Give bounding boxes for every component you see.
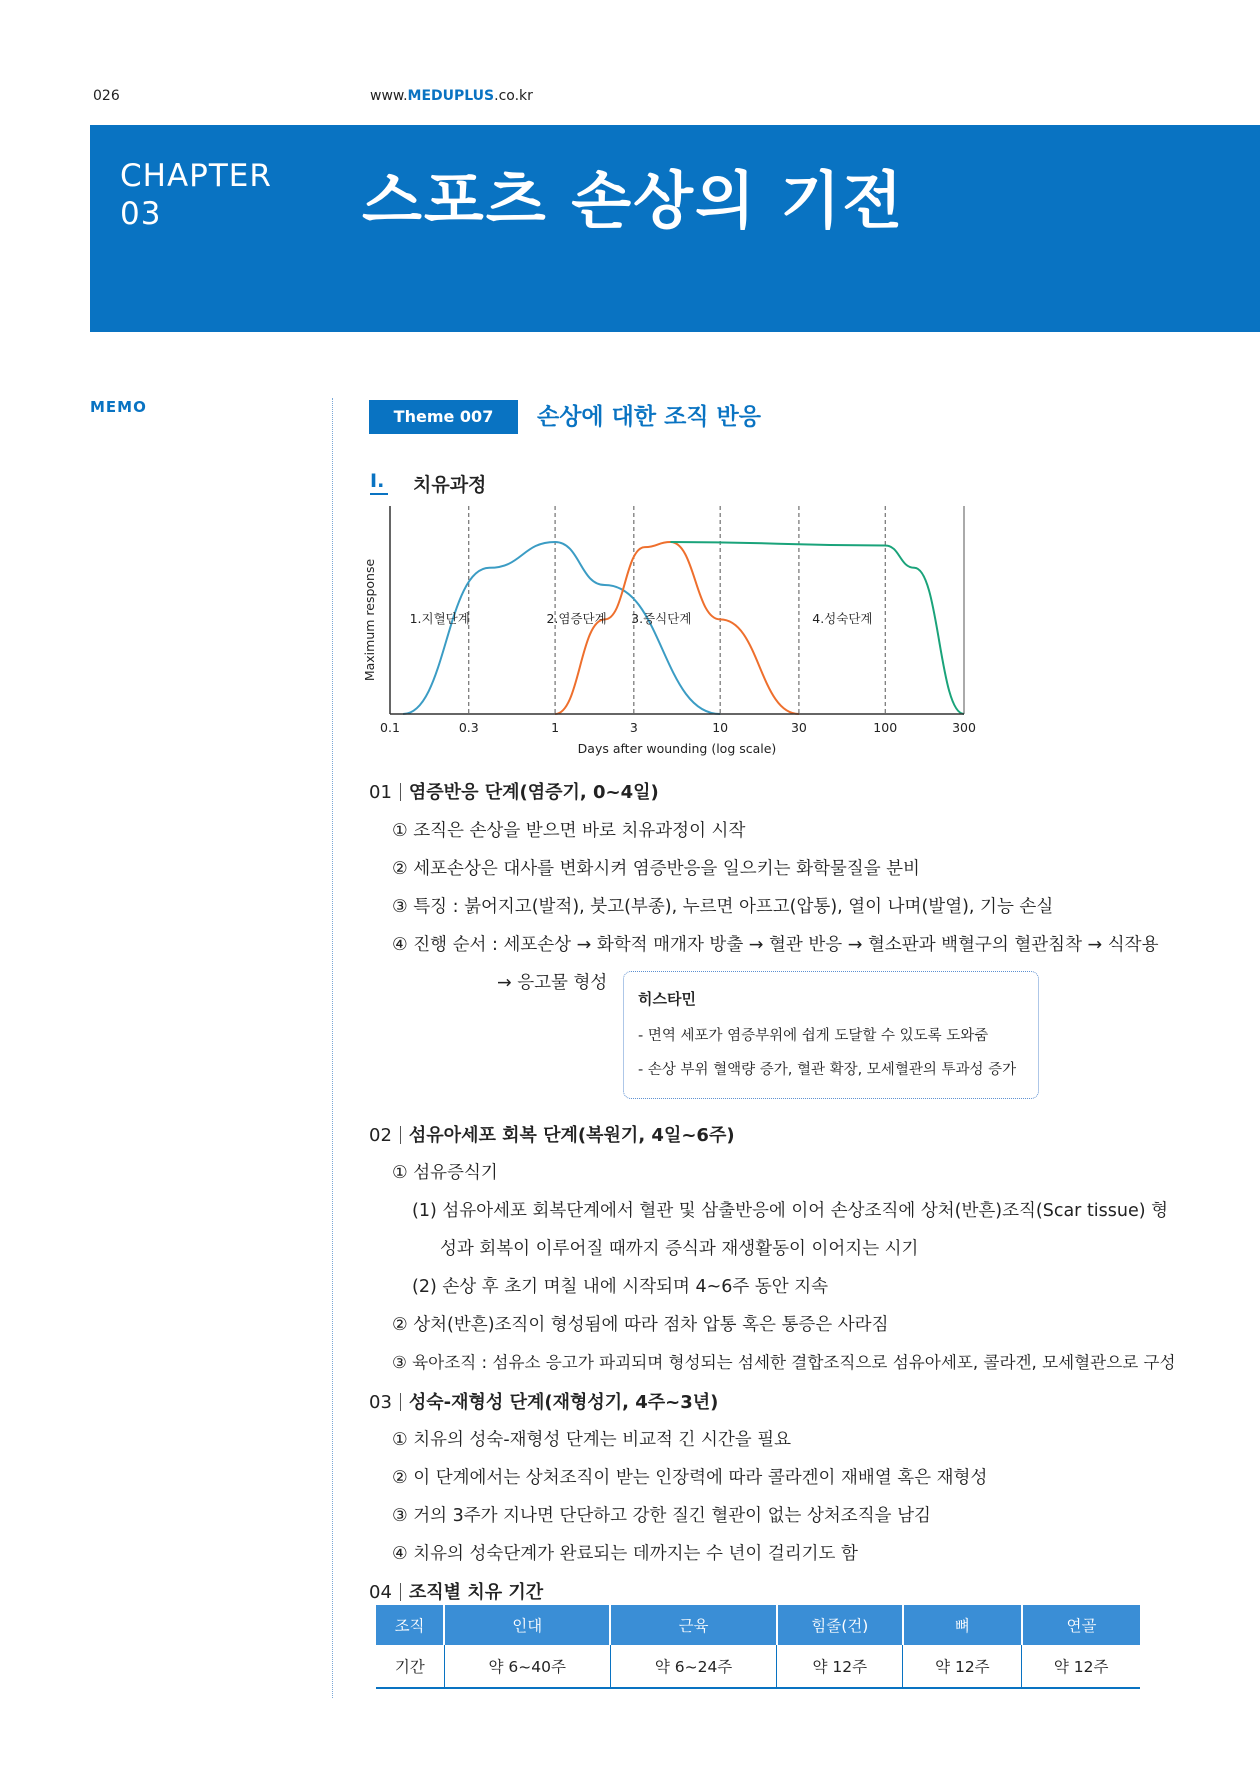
table-cell: 약 6~24주 (610, 1645, 776, 1688)
chart-lines (403, 542, 964, 714)
item-01-heading: 01 염증반응 단계(염증기, 0~4일) (369, 782, 659, 803)
note-line-2: - 손상 부위 혈액량 증가, 혈관 확장, 모세혈관의 투과성 증가 (638, 1062, 1017, 1078)
table-header: 뼈 (903, 1605, 1022, 1645)
x-tick-label: 300 (952, 720, 976, 735)
item-01-line-5: → 응고물 형성 (497, 973, 608, 993)
section-number: Ⅰ. (370, 470, 385, 492)
histamine-note (623, 971, 1039, 1099)
section-title: 치유과정 (413, 474, 487, 496)
x-tick-label: 3 (629, 720, 638, 735)
series-line (670, 542, 964, 714)
table-cell: 약 12주 (903, 1645, 1022, 1688)
table-cell: 약 12주 (1022, 1645, 1140, 1688)
phase-label: 3.증식단계 (631, 610, 692, 626)
note-title: 히스타민 (638, 990, 696, 1008)
x-tick-label: 10 (712, 720, 729, 735)
chart-ticks (380, 720, 976, 735)
chart-phase-labels (410, 611, 873, 626)
item-02-line-3: 성과 회복이 이루어질 때까지 증식과 재생활동이 이어지는 시기 (440, 1239, 919, 1259)
phase-label: 4.성숙단계 (812, 610, 873, 626)
item-02-line-5: ② 상처(반흔)조직이 형성됨에 따라 점차 압통 혹은 통증은 사라짐 (392, 1315, 889, 1335)
y-axis-label: Maximum response (362, 558, 377, 682)
table-header: 연골 (1022, 1605, 1140, 1645)
item-01-line-1: ① 조직은 손상을 받으면 바로 치유과정이 시작 (392, 821, 746, 841)
item-01-line-3: ③ 특징 : 붉어지고(발적), 붓고(부종), 누르면 아프고(압통), 열이 나며(발열), 기능 손실 (392, 897, 1054, 917)
theme-title: 손상에 대한 조직 반응 (537, 404, 761, 430)
healing-period-table (376, 1605, 1140, 1689)
healing-chart (360, 496, 1000, 766)
table-header: 조직 (376, 1605, 444, 1645)
item-03-line-4: ④ 치유의 성숙단계가 완료되는 데까지는 수 년이 걸리기도 함 (392, 1544, 858, 1564)
item-03-line-2: ② 이 단계에서는 상처조직이 받는 인장력에 따라 콜라겐이 재배열 혹은 재형성 (392, 1468, 988, 1488)
item-02-line-2: (1) 섬유아세포 회복단계에서 혈관 및 삼출반응에 이어 손상조직에 상처(반흔)조직(Scar tissue) 형 (412, 1201, 1169, 1221)
item-03-heading: 03 성숙-재형성 단계(재형성기, 4주~3년) (369, 1392, 719, 1413)
site-url: www.MEDUPLUS.co.kr (370, 88, 533, 104)
chapter-banner (90, 125, 1260, 332)
section-number-underline (370, 493, 388, 495)
series-line (403, 542, 720, 714)
table-row (376, 1645, 1140, 1688)
memo-divider (332, 398, 333, 1698)
table-header: 인대 (444, 1605, 610, 1645)
item-01-line-2: ② 세포손상은 대사를 변화시켜 염증반응을 일으키는 화학물질을 분비 (392, 859, 920, 879)
chapter-label: CHAPTER 03 (120, 158, 272, 232)
table-cell: 약 6~40주 (444, 1645, 610, 1688)
table-cell: 기간 (376, 1645, 444, 1688)
table-header: 근육 (610, 1605, 776, 1645)
table-cell: 약 12주 (777, 1645, 903, 1688)
chapter-title: 스포츠 손상의 기전 (362, 164, 905, 237)
phase-label: 1.지혈단계 (409, 610, 470, 626)
phase-label: 2.염증단계 (546, 610, 607, 626)
item-02-line-6: ③ 육아조직 : 섬유소 응고가 파괴되며 형성되는 섬세한 결합조직으로 섬유아세포, 콜라겐, 모세혈관으로 구성 (392, 1353, 1176, 1372)
x-tick-label: 0.3 (458, 720, 479, 735)
note-line-1: - 면역 세포가 염증부위에 쉽게 도달할 수 있도록 도와줌 (638, 1028, 989, 1044)
page-number: 026 (93, 88, 120, 104)
memo-label: MEMO (90, 398, 147, 416)
chart-grid (469, 506, 964, 714)
item-04-heading: 04 조직별 치유 기간 (369, 1582, 544, 1603)
item-03-line-3: ③ 거의 3주가 지나면 단단하고 강한 질긴 혈관이 없는 상처조직을 남김 (392, 1506, 931, 1526)
item-01-line-4: ④ 진행 순서 : 세포손상 → 화학적 매개자 방출 → 혈관 반응 → 혈소판과 백혈구의 혈관침착 → 식작용 (392, 935, 1159, 955)
x-tick-label: 1 (551, 720, 560, 735)
item-02-line-1: ① 섬유증식기 (392, 1163, 498, 1183)
item-02-line-4: (2) 손상 후 초기 며칠 내에 시작되며 4~6주 동안 지속 (412, 1277, 829, 1297)
x-axis-label: Days after wounding (log scale) (577, 741, 777, 756)
x-tick-label: 100 (873, 720, 898, 735)
theme-badge: Theme 007 (369, 400, 518, 434)
table-header: 힘줄(건) (777, 1605, 903, 1645)
item-02-heading: 02 섬유아세포 회복 단계(복원기, 4일~6주) (369, 1125, 735, 1146)
x-tick-label: 0.1 (380, 720, 400, 735)
item-03-line-1: ① 치유의 성숙-재형성 단계는 비교적 긴 시간을 필요 (392, 1430, 792, 1450)
series-line (555, 542, 799, 714)
x-tick-label: 30 (790, 720, 807, 735)
